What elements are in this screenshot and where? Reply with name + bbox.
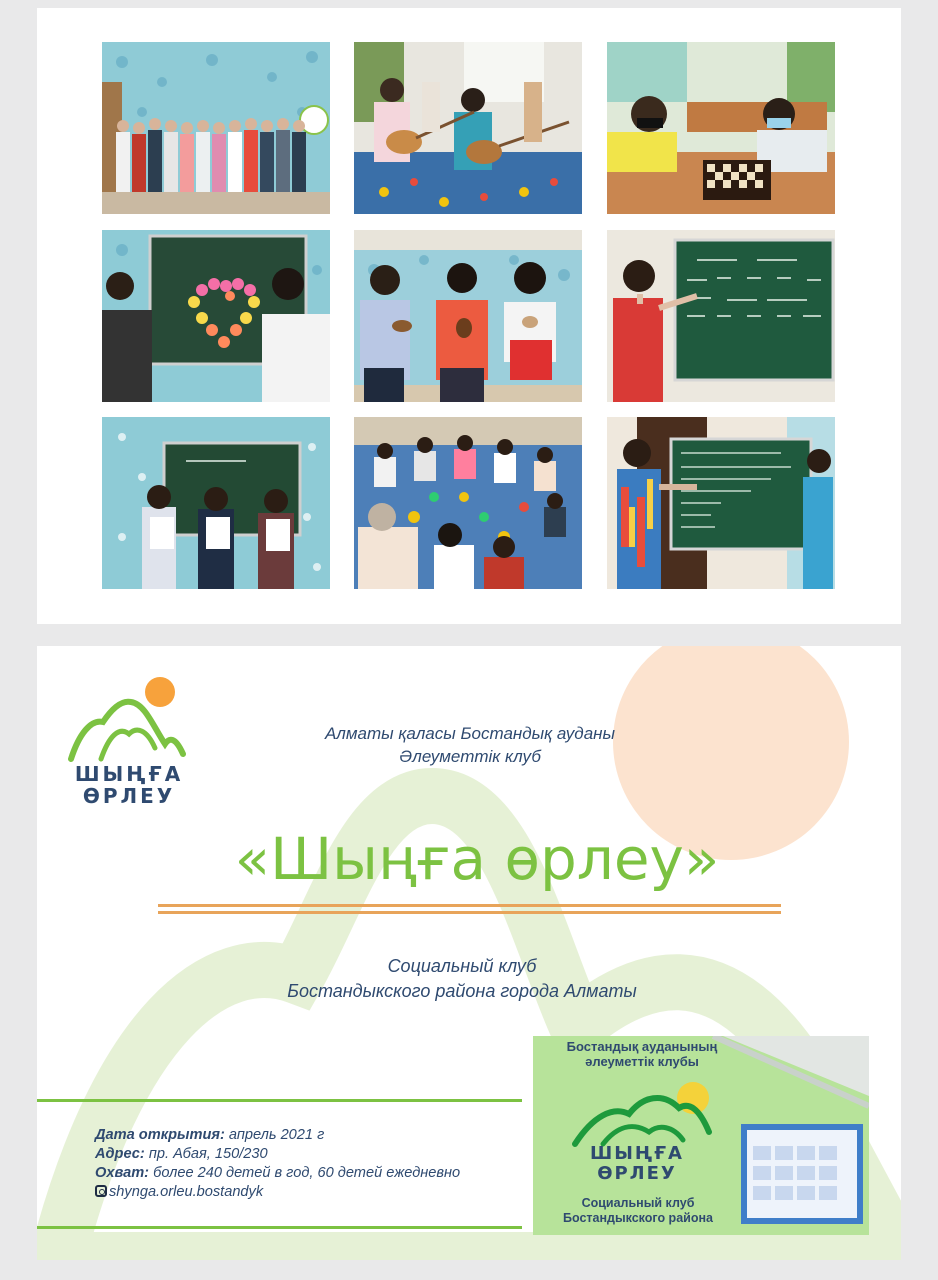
children-playing-chess-photo: [607, 42, 835, 214]
sign-bottom-line2: Бостандыкского района: [563, 1211, 713, 1225]
title-underline-bottom: [158, 911, 781, 914]
opening-date-value: апрель 2021 г: [228, 1127, 325, 1143]
header-kz-line1: Алматы қаласы Бостандық ауданы: [324, 724, 616, 743]
address-label: Адрес:: [95, 1146, 145, 1162]
sign-logo-text: [557, 1144, 717, 1184]
girl-at-math-board-photo: [607, 230, 835, 402]
info-divider-top: [37, 1099, 522, 1102]
instagram-handle: shynga.orleu.bostandyk: [109, 1184, 264, 1200]
coverage-label: Охват:: [95, 1165, 150, 1181]
teacher-at-board-photo: [607, 417, 835, 589]
subtitle-line1: Социальный клуб: [387, 956, 537, 976]
group-of-children-photo: [102, 42, 330, 214]
instagram-icon: [95, 1185, 107, 1197]
coverage-row: [95, 1164, 545, 1183]
info-block: [95, 1126, 545, 1202]
title-underline-top: [158, 904, 781, 907]
instagram-row: [95, 1183, 545, 1202]
logo-text: [67, 763, 191, 807]
coverage-value: более 240 детей в год, 60 детей ежедневно: [153, 1165, 461, 1181]
subtitle-russian: [217, 954, 707, 1004]
chalkboard-heart-photo: [102, 230, 330, 402]
address-row: [95, 1145, 545, 1164]
children-with-instruments-photo: [354, 230, 582, 402]
club-info-page: [37, 646, 901, 1260]
sign-top-line2: әлеуметтік клубы: [585, 1054, 699, 1069]
sign-top-line1: Бостандық ауданының: [566, 1039, 718, 1054]
logo-line2: ӨРЛЕУ: [82, 784, 176, 808]
children-with-papers-photo: [102, 417, 330, 589]
circle-of-children-photo: [354, 417, 582, 589]
sign-logo-line2: ӨРЛЕУ: [597, 1163, 677, 1184]
header-kz-line2: Әлеуметтік клуб: [399, 747, 541, 766]
sign-bottom-line1: Социальный клуб: [581, 1196, 695, 1210]
logo-line1: ШЫҢҒА: [74, 762, 184, 786]
page-title: «Шыңға өрлеу»: [234, 825, 720, 893]
sign-logo-line1: ШЫҢҒА: [589, 1143, 684, 1164]
address-value: пр. Абая, 150/230: [148, 1146, 268, 1162]
subtitle-line2: Бостандыкского района города Алматы: [287, 981, 637, 1001]
opening-date-label: Дата открытия:: [95, 1127, 225, 1143]
children-playing-dombra-photo: [354, 42, 582, 214]
sign-top-text: [537, 1039, 747, 1069]
info-divider-bottom: [37, 1226, 522, 1229]
photo-collage-page: [37, 8, 901, 624]
sign-bottom-text: [533, 1196, 743, 1226]
opening-date-row: [95, 1126, 545, 1145]
header-kazakh: [245, 722, 695, 768]
